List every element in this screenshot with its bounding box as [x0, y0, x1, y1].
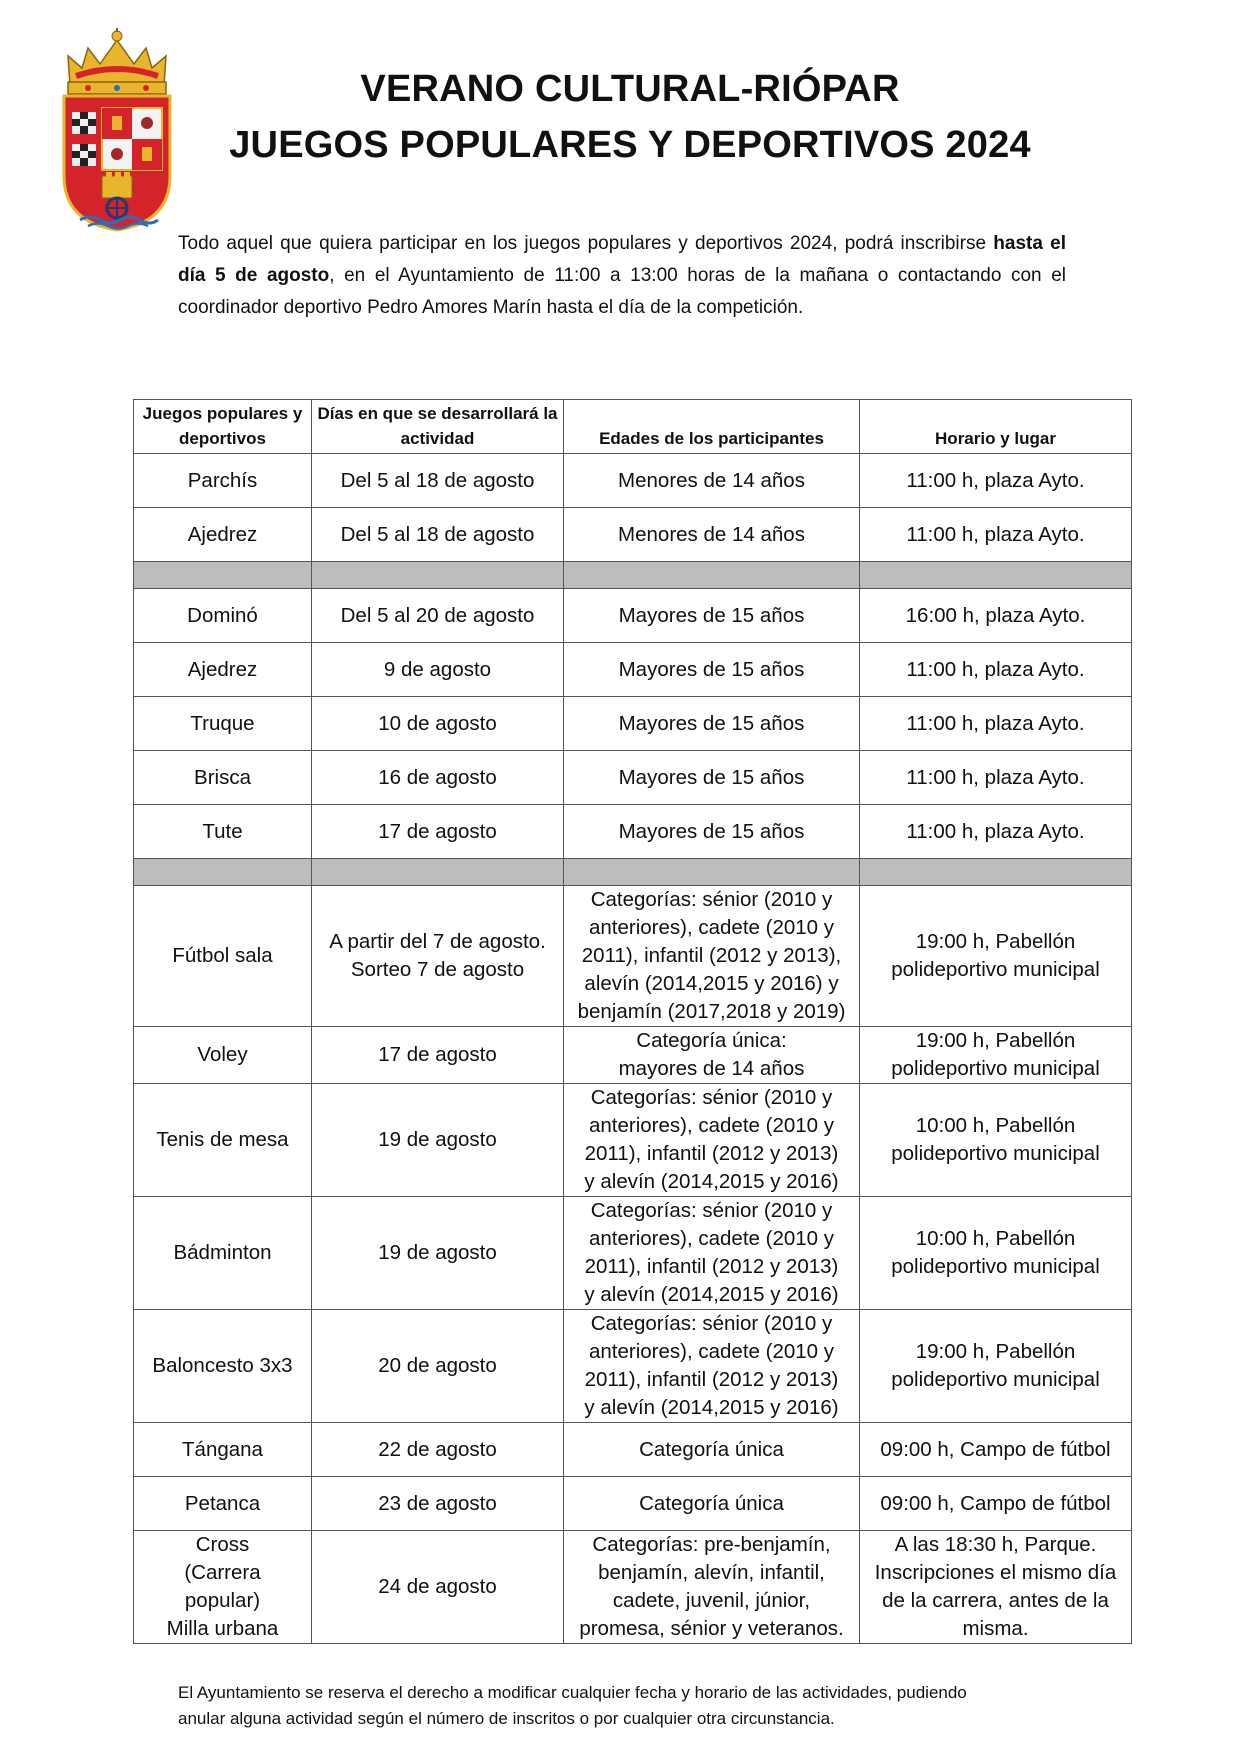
separator-cell [564, 562, 860, 589]
cell-ages: Categorías: sénior (2010 y anteriores), cadete (2010 y 2011), infantil (2012 y 2013) y alevín (2014,2015 y 2016) [564, 1310, 860, 1423]
table-row [134, 589, 1132, 643]
header-days: Días en que se desarrollará la actividad [312, 400, 564, 454]
cell-activity: Truque [134, 697, 312, 751]
table-row [134, 1027, 1132, 1084]
header-time-place: Horario y lugar [860, 400, 1132, 454]
cell-time-place: 10:00 h, Pabellón polideportivo municipal [860, 1197, 1132, 1310]
cell-ages: Categorías: pre-benjamín, benjamín, alevín, infantil, cadete, juvenil, júnior, promesa, sénior y veteranos. [564, 1531, 860, 1644]
cell-ages: Mayores de 15 años [564, 643, 860, 697]
cell-time-place: 19:00 h, Pabellón polideportivo municipal [860, 886, 1132, 1027]
cell-ages: Mayores de 15 años [564, 751, 860, 805]
header-games: Juegos populares y deportivos [134, 400, 312, 454]
cell-ages: Categoría única [564, 1477, 860, 1531]
intro-text-1: Todo aquel que quiera participar en los juegos populares y deportivos 2024, podrá inscribirse [178, 233, 994, 254]
coat-of-arms-icon [58, 26, 176, 232]
cell-time-place: 11:00 h, plaza Ayto. [860, 805, 1132, 859]
schedule-table [133, 399, 1132, 1644]
cell-time-place: 09:00 h, Campo de fútbol [860, 1477, 1132, 1531]
table-row [134, 1477, 1132, 1531]
separator-row [134, 859, 1132, 886]
footer-note [178, 1680, 1108, 1732]
table-row [134, 697, 1132, 751]
header-ages: Edades de los participantes [564, 400, 860, 454]
table-row [134, 1423, 1132, 1477]
cell-ages: Categorías: sénior (2010 y anteriores), cadete (2010 y 2011), infantil (2012 y 2013), alevín (2014,2015 y 2016) y benjamín (2017,2018 y 2019) [564, 886, 860, 1027]
cell-dates: 20 de agosto [312, 1310, 564, 1423]
crown-icon [68, 28, 166, 94]
cell-ages: Categoría única: mayores de 14 años [564, 1027, 860, 1084]
cell-dates: 22 de agosto [312, 1423, 564, 1477]
table-row [134, 643, 1132, 697]
cell-activity: Fútbol sala [134, 886, 312, 1027]
footer-note-line1: El Ayuntamiento se reserva el derecho a modificar cualquier fecha y horario de las actividades, pudiendo [178, 1683, 967, 1702]
cell-time-place: 11:00 h, plaza Ayto. [860, 643, 1132, 697]
table-row [134, 1084, 1132, 1197]
cell-activity: Voley [134, 1027, 312, 1084]
cell-dates: 19 de agosto [312, 1197, 564, 1310]
cell-time-place: 11:00 h, plaza Ayto. [860, 751, 1132, 805]
cell-dates: A partir del 7 de agosto. Sorteo 7 de agosto [312, 886, 564, 1027]
separator-row [134, 562, 1132, 589]
cell-activity: Brisca [134, 751, 312, 805]
cell-time-place: 10:00 h, Pabellón polideportivo municipal [860, 1084, 1132, 1197]
cell-activity: Cross (Carrera popular) Milla urbana [134, 1531, 312, 1644]
cell-activity: Baloncesto 3x3 [134, 1310, 312, 1423]
intro-text-2: , en el Ayuntamiento de 11:00 a 13:00 horas de la mañana o contactando con el coordinador deportivo Pedro Amores Marín hasta el día de la competición. [178, 265, 1066, 318]
cell-activity: Tute [134, 805, 312, 859]
cell-dates: Del 5 al 20 de agosto [312, 589, 564, 643]
cell-activity: Bádminton [134, 1197, 312, 1310]
table-row [134, 508, 1132, 562]
separator-cell [860, 562, 1132, 589]
cell-dates: 17 de agosto [312, 1027, 564, 1084]
separator-cell [312, 859, 564, 886]
cell-ages: Categoría única [564, 1423, 860, 1477]
cell-activity: Parchís [134, 454, 312, 508]
cell-time-place: 11:00 h, plaza Ayto. [860, 508, 1132, 562]
cell-ages: Categorías: sénior (2010 y anteriores), cadete (2010 y 2011), infantil (2012 y 2013) y alevín (2014,2015 y 2016) [564, 1084, 860, 1197]
separator-cell [134, 562, 312, 589]
cell-dates: 17 de agosto [312, 805, 564, 859]
cell-activity: Ajedrez [134, 508, 312, 562]
cell-dates: 19 de agosto [312, 1084, 564, 1197]
cell-dates: 9 de agosto [312, 643, 564, 697]
separator-cell [134, 859, 312, 886]
page-title: VERANO CULTURAL-RIÓPAR [360, 68, 900, 110]
table-row [134, 886, 1132, 1027]
cell-ages: Menores de 14 años [564, 508, 860, 562]
cell-time-place: 11:00 h, plaza Ayto. [860, 454, 1132, 508]
table-body [134, 454, 1132, 1644]
cell-dates: 24 de agosto [312, 1531, 564, 1644]
cell-time-place: 11:00 h, plaza Ayto. [860, 697, 1132, 751]
table-row [134, 454, 1132, 508]
table-header-row [134, 400, 1132, 454]
cell-ages: Mayores de 15 años [564, 589, 860, 643]
separator-cell [564, 859, 860, 886]
cell-ages: Menores de 14 años [564, 454, 860, 508]
table-row [134, 805, 1132, 859]
cell-dates: 10 de agosto [312, 697, 564, 751]
cell-ages: Categorías: sénior (2010 y anteriores), cadete (2010 y 2011), infantil (2012 y 2013) y alevín (2014,2015 y 2016) [564, 1197, 860, 1310]
cell-time-place: 19:00 h, Pabellón polideportivo municipal [860, 1027, 1132, 1084]
table-row [134, 1531, 1132, 1644]
cell-dates: Del 5 al 18 de agosto [312, 508, 564, 562]
cell-activity: Tenis de mesa [134, 1084, 312, 1197]
footer-note-line2: anular alguna actividad según el número de inscritos o por cualquier otra circunstancia. [178, 1709, 835, 1728]
table-row [134, 751, 1132, 805]
cell-activity: Ajedrez [134, 643, 312, 697]
cell-time-place: 09:00 h, Campo de fútbol [860, 1423, 1132, 1477]
separator-cell [860, 859, 1132, 886]
cell-dates: Del 5 al 18 de agosto [312, 454, 564, 508]
table-row [134, 1310, 1132, 1423]
separator-cell [312, 562, 564, 589]
page-subtitle: JUEGOS POPULARES Y DEPORTIVOS 2024 [229, 124, 1031, 166]
cell-activity: Tángana [134, 1423, 312, 1477]
cell-ages: Mayores de 15 años [564, 805, 860, 859]
cell-time-place: 19:00 h, Pabellón polideportivo municipal [860, 1310, 1132, 1423]
cell-activity: Petanca [134, 1477, 312, 1531]
cell-time-place: A las 18:30 h, Parque. Inscripciones el mismo día de la carrera, antes de la misma. [860, 1531, 1132, 1644]
cell-dates: 23 de agosto [312, 1477, 564, 1531]
cell-dates: 16 de agosto [312, 751, 564, 805]
table-row [134, 1197, 1132, 1310]
intro-deadline: hasta el día 5 de agosto [178, 233, 1066, 286]
cell-ages: Mayores de 15 años [564, 697, 860, 751]
cell-activity: Dominó [134, 589, 312, 643]
cell-time-place: 16:00 h, plaza Ayto. [860, 589, 1132, 643]
intro-paragraph [178, 228, 1066, 324]
